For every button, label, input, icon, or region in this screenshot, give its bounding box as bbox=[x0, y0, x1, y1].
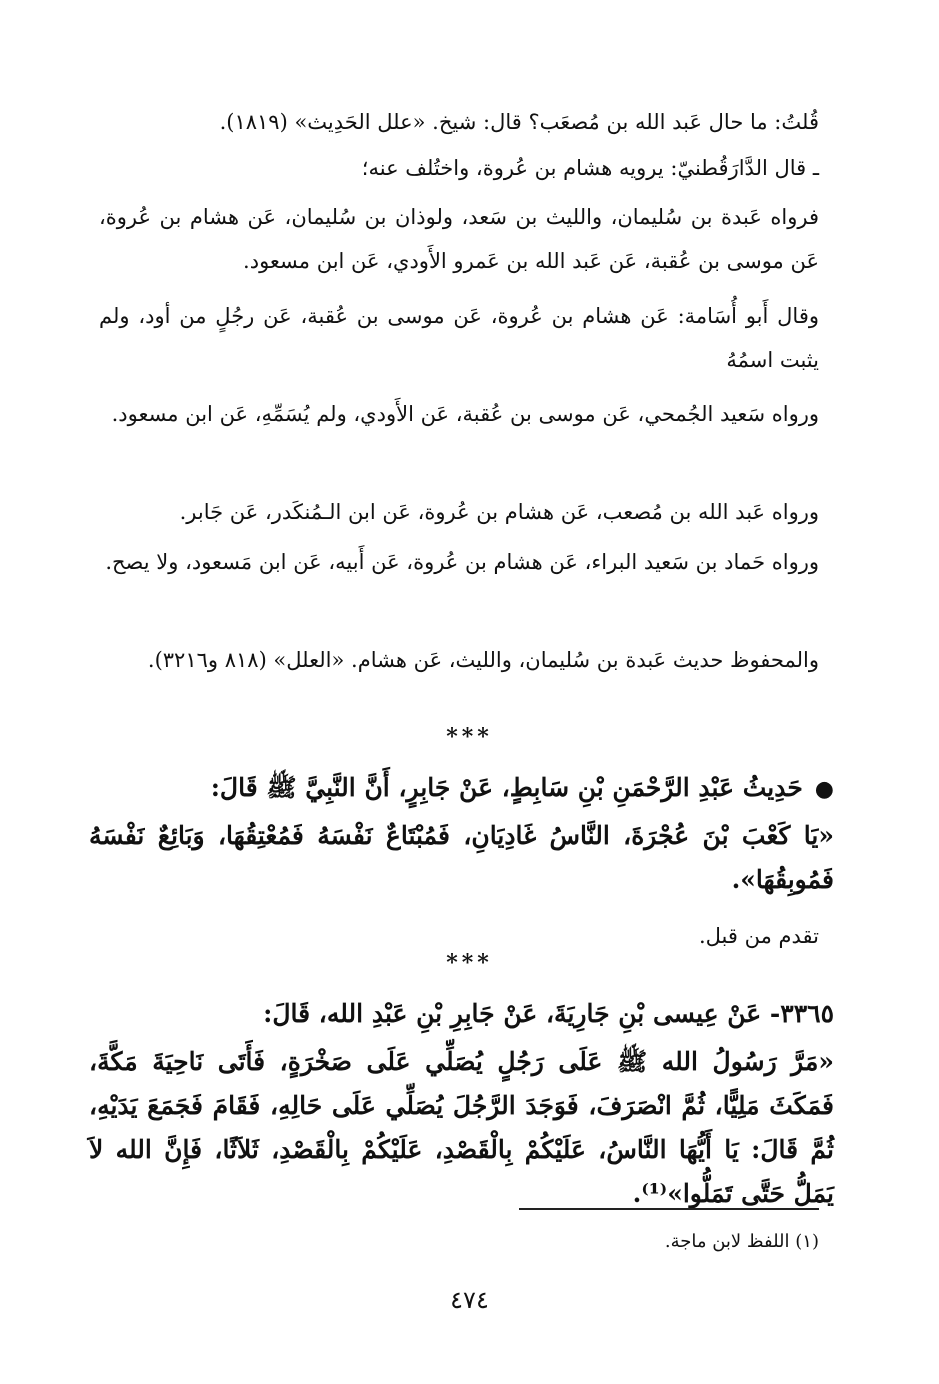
paragraph-riwaya-abda: فرواه عَبدة بن سُليمان، والليث بن سَعد، ولوذان بن سُليمان، عَن هشام بن عُروة، عَن موسى بن عُقبة، عَن عَبد الله بن عَمرو الأَودي، عَن ابن مسعود. bbox=[99, 205, 819, 273]
paragraph-abu-usama: وقال أَبو أُسَامة: عَن هشام بن عُروة، عَن موسى بن عُقبة، عَن رجُلٍ من أود، ولم يثبت اسمُهُ bbox=[99, 304, 819, 372]
page-number: ٤٧٤ bbox=[450, 1286, 489, 1314]
hadith-2-heading: ٣٣٦٥- عَنْ عِيسى بْنِ جَارِيَةَ، عَنْ جَابِرِ بْنِ عَبْدِ الله، قَالَ: bbox=[263, 999, 834, 1028]
bullet-icon: ● bbox=[814, 776, 834, 802]
paragraph-daraqutni-intro: ـ قال الدَّارَقُطنيّ: يرويه هشام بن عُروة، واختُلف عنه؛ bbox=[361, 156, 819, 180]
paragraph-mahfuz: والمحفوظ حديث عَبدة بن سُليمان، والليث، عَن هشام. «العلل» (٨١٨ و٣٢١٦). bbox=[147, 648, 819, 672]
paragraph-hammad: ورواه حَماد بن سَعيد البراء، عَن هشام بن عُروة، عَن أَبيه، عَن ابن مَسعود، ولا يصح. bbox=[105, 550, 819, 574]
hadith-1-text: «يَا كَعْبَ بْنَ عُجْرَةَ، النَّاسُ غَادِيَانِ، فَمُبْتَاعٌ نَفْسَهُ فَمُعْتِقُهَا، وَبَائِعٌ نَفْسَهُ فَمُوبِقُهَا». bbox=[89, 821, 834, 894]
paragraph-ilal-citation: قُلتُ: ما حال عَبد الله بن مُصعَب؟ قال: شيخ. «علل الحَدِيث» (١٨١٩). bbox=[219, 110, 819, 134]
paragraph-said-jumahi: ورواه سَعيد الجُمحي، عَن موسى بن عُقبة، عَن الأَودي، ولم يُسَمِّهِ، عَن ابن مسعود. bbox=[111, 402, 819, 426]
paragraph-abdallah-musab: ورواه عَبد الله بن مُصعب، عَن هشام بن عُروة، عَن ابن الـمُنكَدر، عَن جَابر. bbox=[179, 500, 819, 524]
footnote-divider bbox=[519, 1208, 819, 1210]
footnote: (١) اللفظ لابن ماجة. bbox=[664, 1231, 819, 1252]
separator-stars: *** bbox=[446, 724, 493, 750]
hadith-1-note: تقدم من قبل. bbox=[698, 924, 819, 948]
hadith-2-text: «مَرَّ رَسُولُ الله ﷺ عَلَى رَجُلٍ يُصَلِّي عَلَى صَخْرَةٍ، فَأَتَى نَاحِيَةَ مَكَّةَ، فَمَكَثَ مَلِيًّا، ثُمَّ انْصَرَفَ، فَوَجَدَ الرَّجُلَ يُصَلِّي عَلَى حَالِهِ، فَقَامَ فَجَمَعَ يَدَيْهِ، ثُمَّ قَالَ: يَا أَيُّهَا النَّاسُ، عَلَيْكُمْ بِالْقَصْدِ، عَلَيْكُمْ بِالْقَصْدِ، ثَلاَثًا، فَإِنَّ الله لاَ يَمَلُّ حَتَّى تَمَلُّوا»⁽¹⁾. bbox=[89, 1047, 834, 1208]
hadith-1-heading bbox=[89, 766, 834, 811]
hadith-1-heading-text: حَدِيثُ عَبْدِ الرَّحْمَنِ بْنِ سَابِطٍ، عَنْ جَابِرٍ، أَنَّ النَّبِيَّ ﷺ قَالَ: bbox=[210, 773, 803, 802]
separator-stars-2: *** bbox=[446, 950, 493, 976]
